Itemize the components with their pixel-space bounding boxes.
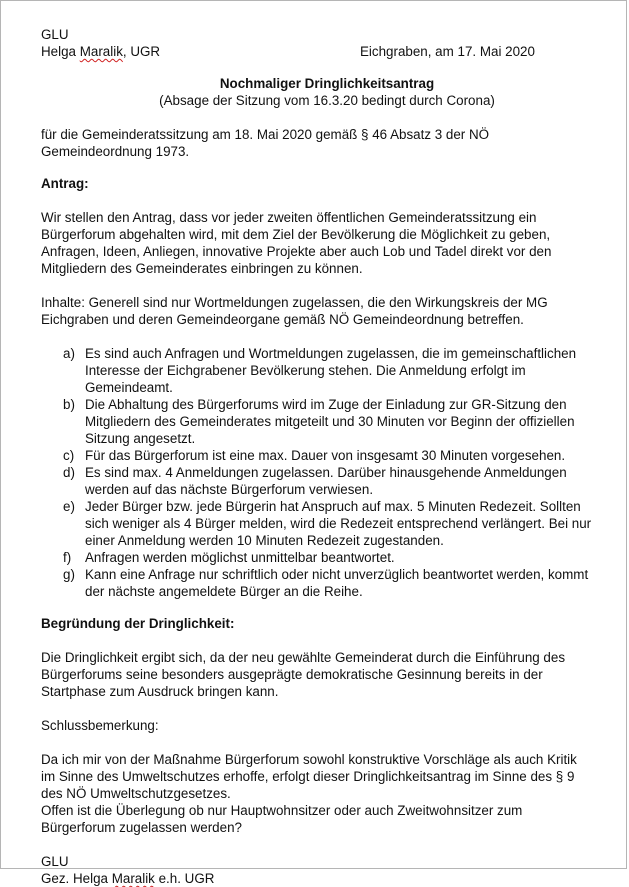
- header-org: GLU: [41, 27, 69, 42]
- intro-paragraph: für die Gemeinderatssitzung am 18. Mai 2020 gemäß § 46 Absatz 3 der NÖ Gemeindeordnung 1973.: [41, 127, 490, 159]
- list-marker: c): [63, 448, 75, 463]
- list-marker: a): [63, 346, 75, 361]
- list-marker: f): [63, 550, 72, 565]
- list-item: b) Die Abhaltung des Bürgerforums wird im Zuge der Einladung zur GR-Sitzung den Mitgliedern des Gemeinderates mitgeteilt und 30 Minuten vor Beginn der offiziellen Sitzung angesetzt.: [63, 397, 575, 446]
- list-item: e) Jeder Bürger bzw. jede Bürgerin hat Anspruch auf max. 5 Minuten Redezeit. Sollten sich weniger als 4 Bürger melden, wird die Redezeit entsprechend verlängert. Bei nur einer Anmeldung werden 10 Minuten Redezeit zugestanden.: [63, 499, 592, 548]
- list-marker: b): [63, 397, 75, 412]
- header-line: [41, 43, 613, 60]
- schluss-paragraph: Da ich mir von der Maßnahme Bürgerforum sowohl konstruktive Vorschläge als auch Kritik im Sinne des Umweltschutzes erhoffe, erfolgt dieser Dringlichkeitsantrag im Sinne des § 9 des NÖ Umweltschutzgesetzes. Offen ist die Überlegung ob nur Hauptwohnsitzer oder auch Zweitwohnsitzer zum Bürgerforum zugelassen werden?: [41, 752, 577, 835]
- schluss-heading: Schlussbemerkung:: [41, 718, 159, 733]
- list-item: a) Es sind auch Anfragen und Wortmeldungen zugelassen, die im gemeinschaftlichen Interesse der Eichgrabener Bevölkerung stehen. Die Anmeldung erfolgt im Gemeindeamt.: [63, 346, 577, 395]
- signature-org: GLU: [41, 854, 69, 869]
- document-body: [41, 26, 613, 887]
- document-subtitle: (Absage der Sitzung vom 16.3.20 bedingt durch Corona): [159, 93, 495, 108]
- author-lastname: Maralik: [79, 44, 123, 59]
- antrag-heading: Antrag:: [41, 176, 89, 191]
- signature-lastname: Maralik: [111, 871, 155, 886]
- list-item: g) Kann eine Anfrage nur schriftlich oder nicht unverzüglich beantwortet werden, kommt der nächste angemeldete Bürger an die Reihe.: [63, 567, 589, 599]
- list-item: d) Es sind max. 4 Anmeldungen zugelassen. Darüber hinausgehende Anmeldungen werden auf das nächste Bürgerforum verwiesen.: [63, 465, 567, 497]
- list-item: f) Anfragen werden möglichst unmittelbar beantwortet.: [63, 550, 395, 565]
- begruendung-paragraph: Die Dringlichkeit ergibt sich, da der neu gewählte Gemeinderat durch die Einführung des Bürgerforums seine besonders ausgeprägte demokratische Gesinnung bereits in der Startphase zum Ausdruck bringen kann.: [41, 650, 566, 699]
- inhalte-paragraph: Inhalte: Generell sind nur Wortmeldungen zugelassen, die den Wirkungskreis der MG Eichgraben und deren Gemeindeorgane gemäß NÖ Gemeindeordnung betreffen.: [41, 295, 548, 327]
- document-title: Nochmaliger Dringlichkeitsantrag: [219, 76, 435, 91]
- antrag-paragraph: Wir stellen den Antrag, dass vor jeder zweiten öffentlichen Gemeinderatssitzung ein Bürgerforum abgehalten wird, mit dem Ziel der Bevölkerung die Möglichkeit zu geben, Anfragen, Ideen, Anliegen, innovative Projekte aber auch Lob und Tadel direkt vor den Mitgliedern des Gemeinderates einbringen zu können.: [41, 210, 552, 276]
- begruendung-heading: Begründung der Dringlichkeit:: [41, 616, 235, 631]
- list-marker: d): [63, 465, 75, 480]
- signature-block: [41, 853, 613, 887]
- antrag-list: [63, 345, 613, 600]
- list-item: c) Für das Bürgerforum ist eine max. Dauer von insgesamt 30 Minuten vorgesehen.: [63, 448, 566, 463]
- header-place-date: Eichgraben, am 17. Mai 2020: [360, 44, 535, 59]
- header-author: Helga Maralik, UGR: [41, 44, 161, 59]
- signature-line: Gez. Helga Maralik e.h. UGR: [41, 871, 215, 886]
- list-marker: e): [63, 499, 75, 514]
- list-marker: g): [63, 567, 75, 582]
